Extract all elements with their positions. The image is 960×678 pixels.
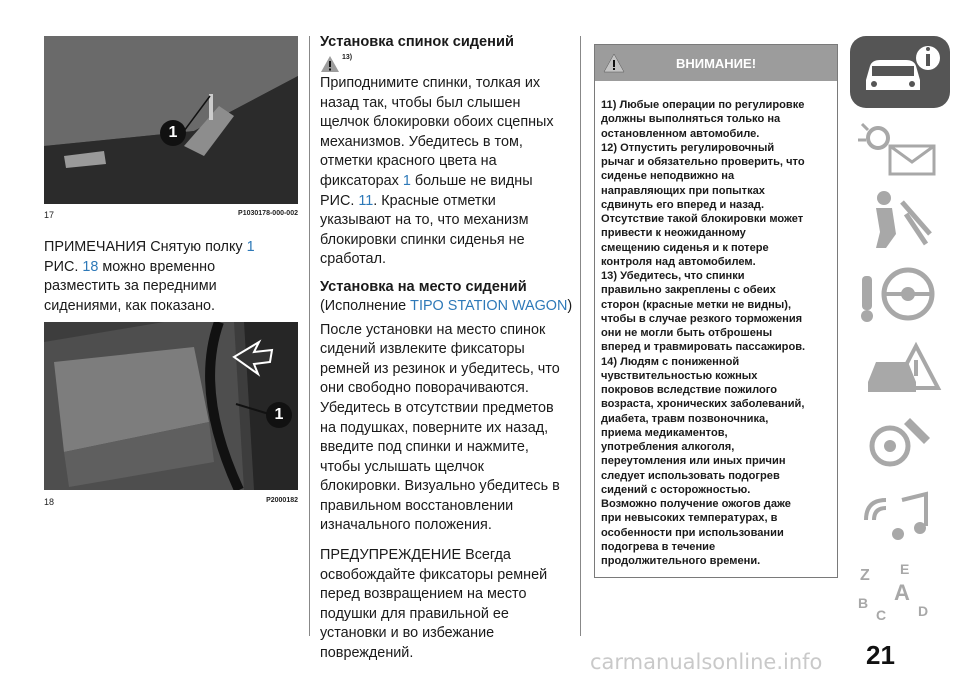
warning-line: направляющих при попытках bbox=[601, 184, 765, 197]
svg-text:D: D bbox=[918, 603, 929, 619]
tab-index[interactable] bbox=[846, 554, 950, 628]
warning-line: покровов вследствие пожилого bbox=[601, 384, 778, 396]
svg-text:A: A bbox=[894, 580, 910, 605]
warning-line: контроля над автомобилем. bbox=[601, 255, 756, 268]
warning-line: 13) Убедитесь, что спинки bbox=[601, 270, 745, 282]
tab-maintenance[interactable] bbox=[846, 406, 950, 480]
figure-number: 17 bbox=[44, 210, 55, 220]
figure-code: P1030178-000-002 bbox=[238, 210, 298, 217]
warning-line: 14) Людям с пониженной bbox=[601, 355, 740, 368]
warning-line: сиденье неподвижно на bbox=[601, 170, 735, 183]
warning-box bbox=[594, 44, 838, 578]
warning-line: употребления алкоголя, bbox=[601, 441, 735, 453]
warning-line: переутомления или иных причин bbox=[601, 455, 786, 468]
svg-text:Z: Z bbox=[860, 567, 870, 584]
watermark: carmanualsonline.info bbox=[590, 650, 823, 674]
warning-line: 12) Отпустить регулировочный bbox=[601, 141, 775, 154]
tab-safety[interactable] bbox=[846, 184, 950, 258]
warning-line: при невысоких температурах, в bbox=[601, 512, 778, 525]
warning-line: 11) Любые операции по регулировке bbox=[601, 99, 805, 111]
tab-multimedia[interactable] bbox=[846, 480, 950, 554]
paragraph-backrest: Приподнимите спинки, толкая их назад так, чтобы был слышен щелчок блокировки обоих сцепных механизмов. Убедитесь в том, отметки красного цвета на фиксаторах 1 больше не видны РИС. 11. Красные отметки указывают на то, что механизм блокировки спинки сиденья не сработал. bbox=[320, 75, 554, 268]
paragraph-caution: ПРЕДУПРЕЖДЕНИЕ Всегда освобождайте фиксаторы ремней перед возвращением на место подушки для правильной ее установки и во избежание повреждений. bbox=[320, 547, 548, 662]
warning-line: возраста, хронических заболеваний, bbox=[601, 398, 805, 411]
warning-line: смещению сиденья и к потере bbox=[601, 241, 769, 254]
left-note: ПРИМЕЧАНИЯ Снятую полку 1 РИС. 18 можно временно разместить за передними сидениями, как показано. bbox=[44, 239, 255, 314]
warning-line: подогрева в течение bbox=[601, 540, 716, 553]
heading-seat-cushion: Установка на место сидений bbox=[320, 278, 527, 295]
warning-line: вперед и травмировать пассажиров. bbox=[601, 341, 806, 354]
variant-note: (Исполнение TIPO STATION WAGON) bbox=[320, 297, 573, 314]
figure-17-photo bbox=[44, 36, 298, 204]
tab-starting-driving[interactable] bbox=[846, 258, 950, 332]
warning-line: сидений с осторожностью. bbox=[601, 483, 751, 496]
warning-line: остановленном автомобиле. bbox=[601, 127, 760, 140]
page-number: 21 bbox=[866, 640, 895, 670]
figure-number: 18 bbox=[44, 497, 55, 507]
warning-text bbox=[601, 98, 831, 568]
warning-ref: 13) bbox=[320, 52, 576, 74]
warning-line: рычаг и обязательно проверить, что bbox=[601, 156, 805, 168]
warning-line: правильно закреплены с обеих bbox=[601, 284, 776, 297]
warning-line: следует использовать подогрев bbox=[601, 469, 780, 482]
figure-18-photo bbox=[44, 322, 298, 490]
column-divider bbox=[309, 36, 310, 636]
svg-text:B: B bbox=[858, 595, 869, 611]
figure-18-marker: 1 bbox=[266, 402, 292, 428]
tab-getting-to-know[interactable] bbox=[846, 36, 950, 110]
warning-line: продолжительного времени. bbox=[601, 555, 761, 567]
warning-header bbox=[595, 45, 837, 81]
tab-lights[interactable] bbox=[846, 110, 950, 184]
warning-line: Отсутствие такой блокировки может bbox=[601, 213, 804, 225]
tab-emergency[interactable] bbox=[846, 332, 950, 406]
warning-line: диабета, травм позвоночника, bbox=[601, 412, 769, 425]
middle-column bbox=[320, 33, 576, 664]
figure-code: P2000182 bbox=[266, 497, 298, 504]
warning-line: чтобы в случае резкого торможения bbox=[601, 312, 803, 325]
heading-backrest: Установка спинок сидений bbox=[320, 34, 514, 50]
svg-text:E: E bbox=[900, 561, 910, 577]
warning-line: сторон (красные метки не видны), bbox=[601, 298, 792, 311]
warning-line: должны выполняться только на bbox=[601, 113, 781, 126]
figure-17-marker: 1 bbox=[160, 120, 186, 146]
warning-line: особенности при использовании bbox=[601, 526, 784, 539]
warning-triangle-icon bbox=[320, 55, 340, 73]
warning-line: они не могли быть отброшены bbox=[601, 327, 773, 339]
warning-line: чувствительностью кожных bbox=[601, 369, 758, 382]
warning-line: Возможно получение ожогов даже bbox=[601, 498, 791, 510]
warning-line: приема медикаментов, bbox=[601, 426, 728, 439]
warning-title: ВНИМАНИЕ! bbox=[675, 56, 757, 71]
warning-line: сдвинуть его вперед и назад. bbox=[601, 198, 765, 211]
paragraph-cushion: После установки на место спинок сидений извлеките фиксаторы ремней из резинок и убедитесь, что они свободно поворачиваются. Убедитесь в отсутствии предметов на подушках, поверните их назад, введите под спинки и нажмите, чтобы услышать щелчок блокировки. Визуально убедитесь в правильном восстановлении изначального положения. bbox=[320, 321, 560, 534]
column-divider bbox=[580, 36, 581, 636]
warning-line: привести к неожиданному bbox=[601, 227, 746, 240]
svg-text:C: C bbox=[876, 607, 887, 623]
